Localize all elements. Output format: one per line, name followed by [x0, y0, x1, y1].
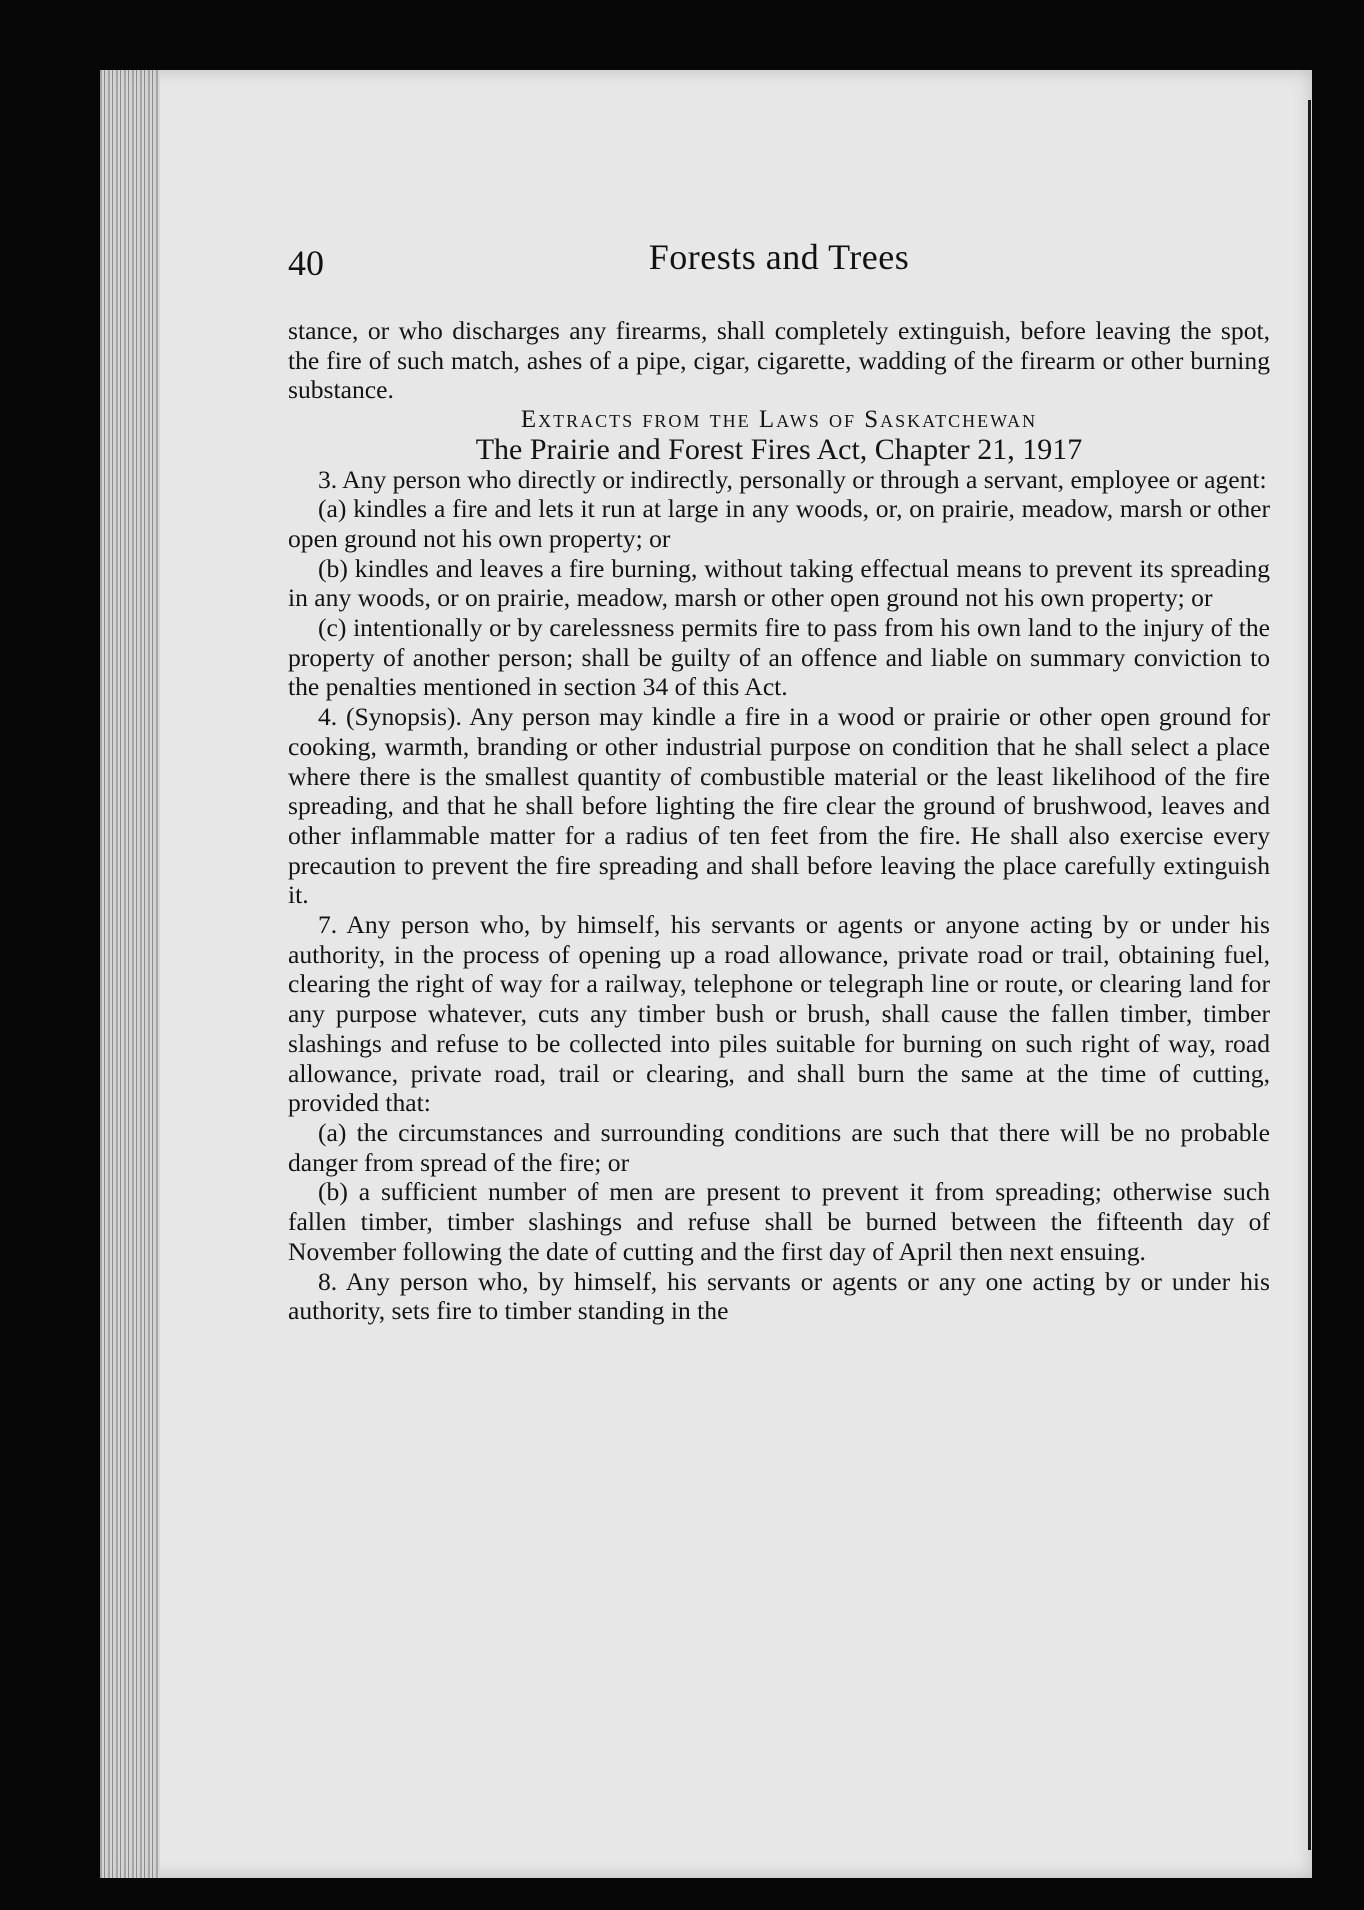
page-edge-rule [1308, 100, 1311, 1850]
book-page [100, 70, 1312, 1878]
page-number: 40 [288, 243, 324, 283]
page-binding-edge [100, 70, 160, 1878]
paragraph-7a: (a) the circumstances and surrounding conditions are such that there will be no probable danger from spread of the fire; or [288, 1117, 1270, 1177]
running-title: Forests and Trees [648, 237, 910, 277]
paragraph-3a: (a) kindles a fire and lets it run at large in any woods, or, on prairie, meadow, marsh or other open ground not his own property; or [288, 494, 1270, 553]
page-body [288, 316, 1270, 1326]
page-header [288, 228, 1270, 298]
paragraph-section-7: 7. Any person who, by himself, his servants or agents or anyone acting by or under his authority, in the process of opening up a road allowance, private road or trail, obtaining fuel, clearing the right of way for a railway, telephone or telegraph line or route, or clearing land for any purpose whatever, cuts any timber bush or brush, shall cause the fallen timber, timber slashings and refuse to be collected into piles suitable for burning on such right of way, road allowance, private road, trail or clearing, and shall burn the same at the time of cutting, provided that: [288, 910, 1270, 1118]
intro-paragraph: stance, or who discharges any firearms, shall completely extinguish, before leaving the spot, the fire of such match, ashes of a pipe, cigar, cigarette, wadding of the firearm or other burning substance. [288, 316, 1270, 405]
paragraph-3b: (b) kindles and leaves a fire burning, without taking effectual means to prevent its spreading in any woods, or on prairie, meadow, marsh or other open ground not his own property; or [288, 553, 1270, 613]
paragraph-3c: (c) intentionally or by carelessness permits fire to pass from his own land to the injury of the property of another person; shall be guilty of an offence and liable on summary conviction to the penalties mentioned in section 34 of this Act. [288, 613, 1270, 702]
paragraph-7b: (b) a sufficient number of men are present to prevent it from spreading; otherwise such fallen timber, timber slashings and refuse shall be burned between the fifteenth day of November following the date of cutting and the first day of April then next ensuing. [288, 1177, 1270, 1266]
paragraph-section-4: 4. (Synopsis). Any person may kindle a fire in a wood or prairie or other open ground for cooking, warmth, branding or other industrial purpose on condition that he shall select a place where there is the smallest quantity of combustible material or the least likelihood of the fire spreading, and that he shall before lighting the fire clear the ground of brushwood, leaves and other inflammable matter for a radius of ten feet from the fire. He shall also exercise every precaution to prevent the fire spreading and shall before leaving the place carefully extinguish it. [288, 702, 1270, 910]
paragraph-section-3: 3. Any person who directly or indirectly, personally or through a servant, employee or agent: [318, 464, 1267, 494]
paragraph-section-8: 8. Any person who, by himself, his servants or agents or any one acting by or under his authority, sets fire to timber standing in the [288, 1266, 1270, 1326]
act-title: The Prairie and Forest Fires Act, Chapter 21, 1917 [475, 432, 1083, 466]
section-heading: Extracts from the Laws of Saskatchewan [520, 406, 1038, 434]
